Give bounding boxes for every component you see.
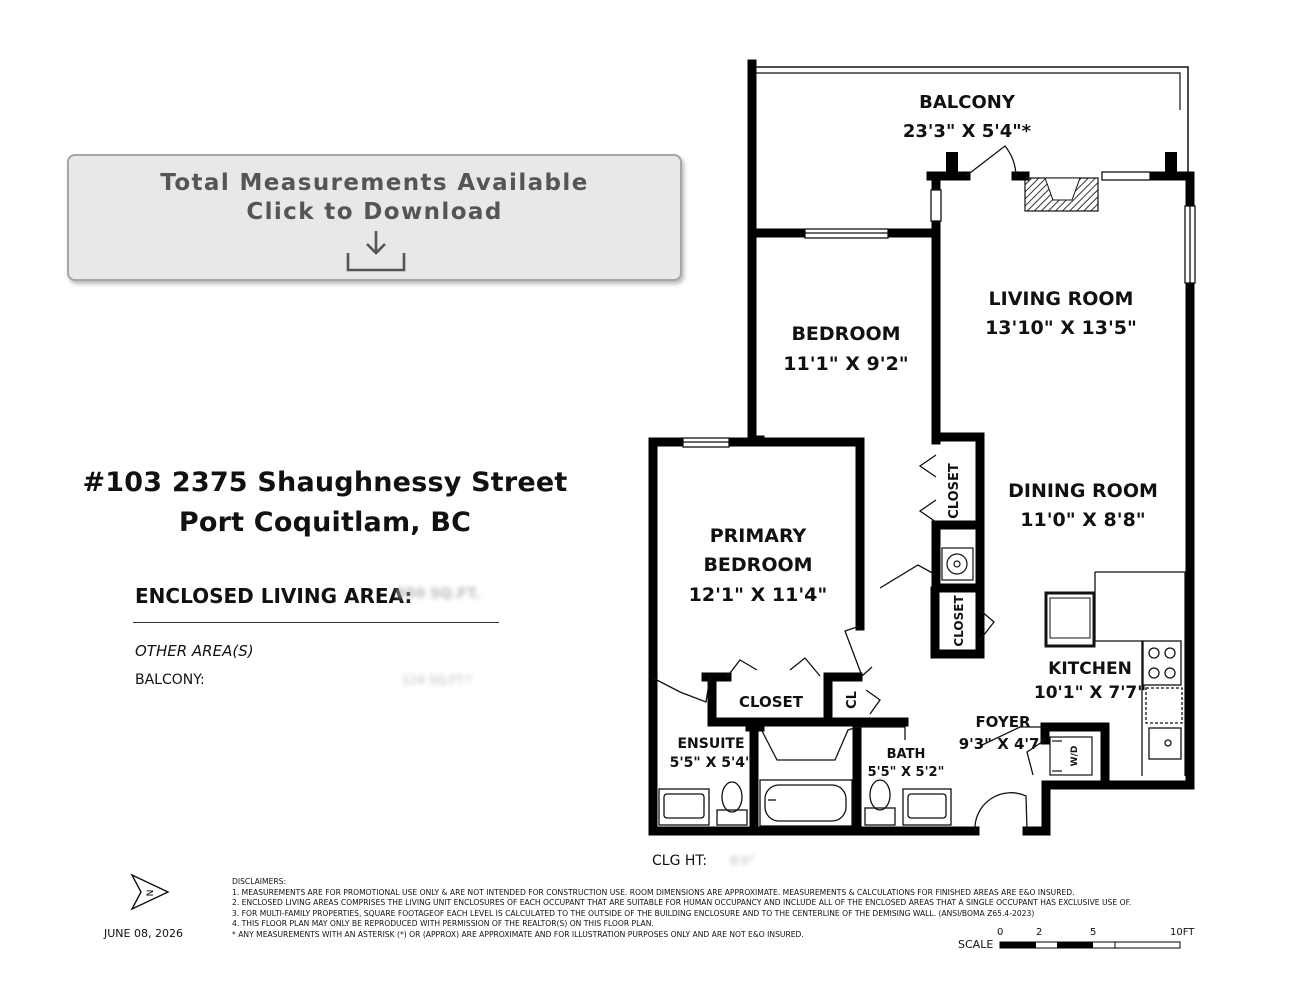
scale-label: SCALE	[958, 938, 994, 951]
fireplace-icon	[1025, 178, 1098, 211]
download-line-1: Total Measurements Available	[160, 170, 589, 196]
balcony-dims: 23'3" X 5'4"*	[902, 121, 1032, 142]
disclaimers	[232, 877, 1222, 941]
kitchen-label: KITCHEN	[1048, 659, 1132, 679]
scale-tick: 2	[1036, 927, 1043, 938]
balcony-area-label: BALCONY:	[135, 672, 205, 688]
primary-bedroom-label-2: BEDROOM	[703, 554, 813, 576]
ceiling-height-label: CLG HT:	[652, 853, 708, 869]
disclaimer-line: 3. FOR MULTI-FAMILY PROPERTIES, SQUARE FOOTAGEOF EACH LEVEL IS CALCULATED TO THE OUTSIDE OF THE BUILDING ENCLOSURE AND TO THE CENTERLINE OF THE DEMISING WALL. (ANSI/BOMA Z65.4-2023)	[232, 908, 1035, 918]
wd-label: W/D	[1070, 745, 1080, 767]
address-line-1: #103 2375 Shaughnessy Street	[82, 467, 568, 498]
disclaimer-line: 1. MEASUREMENTS ARE FOR PROMOTIONAL USE ONLY & ARE NOT INTENDED FOR CONSTRUCTION USE. ROOM DIMENSIONS ARE APPROXIMATE. MEASUREMENTS & CALCULATIONS FOR FINISHED AREAS ARE E&O INSURED.	[232, 887, 1075, 897]
disclaimer-line: 2. ENCLOSED LIVING AREAS COMPRISES THE LIVING UNIT ENCLOSURES OF EACH OCCUPANT THAT ARE SUITABLE FOR HUMAN OCCUPANCY AND INCLUDE ALL OF THE ENCLOSED AREAS THAT A SINGLE OCCUPANT HAS EXCLUSIVE USE OF.	[232, 898, 1132, 908]
scale-tick: 10FT	[1170, 927, 1195, 938]
download-line-2: Click to Download	[246, 199, 503, 225]
bedroom-label: BEDROOM	[791, 323, 901, 345]
north-label: N	[146, 889, 156, 897]
enclosed-area-label: ENCLOSED LIVING AREA:	[135, 584, 413, 608]
foyer-dims: 9'3" X 4'7"	[958, 735, 1048, 753]
scale-bar	[1000, 942, 1180, 948]
ceiling-height-value: 8'0"	[730, 854, 755, 868]
foyer-label: FOYER	[975, 713, 1031, 731]
balcony-area-value: 124 SQ.FT.*	[402, 673, 473, 687]
ensuite-label: ENSUITE	[677, 736, 745, 752]
address-line-2: Port Coquitlam, BC	[178, 507, 472, 538]
bedroom-dims: 11'1" X 9'2"	[783, 353, 909, 375]
living-room-dims: 13'10" X 13'5"	[985, 317, 1137, 339]
plan-date: JUNE 08, 2026	[104, 927, 183, 940]
water-heater-icon	[942, 548, 973, 580]
ensuite-fixtures	[659, 782, 747, 825]
dining-room-dims: 11'0" X 8'8"	[1020, 509, 1146, 531]
enclosed-area-value: 950 SQ.FT.	[396, 586, 480, 602]
disclaimer-line: 4. THIS FLOOR PLAN MAY ONLY BE REPRODUCED WITH PERMISSION OF THE REALTOR(S) ON THIS FLOOR PLAN.	[232, 919, 654, 929]
primary-bedroom-dims: 12'1" X 11'4"	[688, 584, 828, 606]
other-areas-label: OTHER AREA(S)	[135, 642, 254, 660]
scale-tick: 5	[1090, 927, 1097, 938]
living-room-label: LIVING ROOM	[988, 288, 1134, 310]
right-closet-top-label: CLOSET	[947, 463, 962, 519]
ensuite-dims: 5'5" X 5'4"	[669, 755, 753, 771]
bathtub-icon	[760, 780, 852, 826]
kitchen-dims: 10'1" X 7'7"	[1033, 683, 1147, 703]
primary-bedroom-label-1: PRIMARY	[709, 525, 807, 547]
bath-dims: 5'5" X 5'2"	[867, 765, 945, 780]
north-arrow-icon	[130, 872, 172, 914]
balcony-label: BALCONY	[919, 92, 1015, 113]
balcony-posts	[946, 152, 1177, 174]
right-closet-bottom-label: CLOSET	[952, 595, 966, 647]
disclaimer-line: DISCLAIMERS:	[232, 877, 287, 886]
bath-label: BATH	[886, 747, 926, 762]
bath-fixtures	[865, 780, 951, 825]
scale-tick: 0	[997, 927, 1004, 938]
disclaimer-line: * ANY MEASUREMENTS WITH AN ASTERISK (*) OR (APPROX) ARE APPROXIMATE AND FOR ILLUSTRATION PURPOSES ONLY AND ARE NOT E&O INSURED.	[232, 929, 804, 939]
primary-closet-label: CLOSET	[738, 693, 804, 711]
dining-room-label: DINING ROOM	[1008, 480, 1158, 502]
cl-label: CL	[845, 691, 860, 709]
